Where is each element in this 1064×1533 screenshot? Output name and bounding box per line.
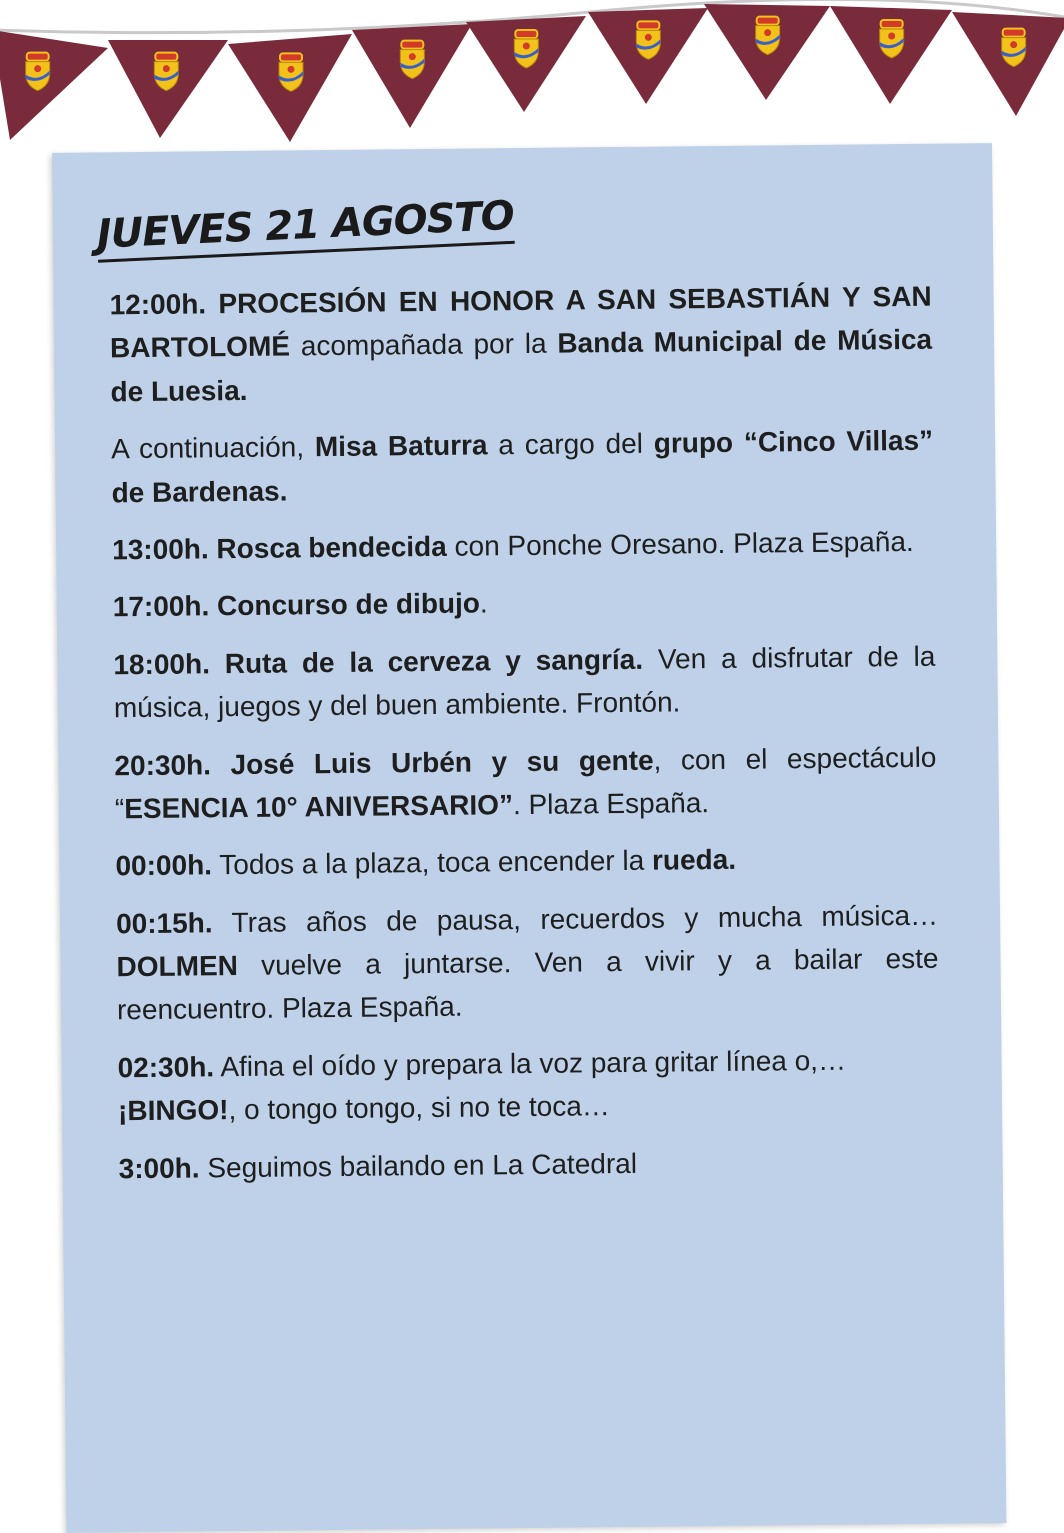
event-item bbox=[113, 577, 935, 629]
event-item bbox=[109, 275, 932, 414]
event-highlight: Misa Baturra bbox=[314, 429, 488, 463]
event-highlight: Ruta de la cerveza y sangría. bbox=[224, 643, 644, 679]
event-text: Ven a disfrutar de la música, juegos y del buen ambiente. Frontón. bbox=[113, 640, 936, 724]
event-text: vuelve a juntarse. Ven a vivir y a bailar este reencuentro. Plaza España. bbox=[116, 942, 939, 1026]
bunting-flag bbox=[108, 40, 228, 138]
bunting-flag bbox=[228, 34, 352, 142]
bunting-flag bbox=[0, 30, 108, 140]
event-item bbox=[111, 419, 934, 514]
program-card bbox=[52, 143, 1006, 1533]
event-text: , con el espectáculo “ bbox=[114, 741, 937, 825]
event-text: , o tongo tongo, si no te toca… bbox=[228, 1090, 611, 1126]
crest-icon bbox=[636, 21, 660, 59]
event-time: 20:30h. bbox=[114, 748, 212, 781]
event-highlight: Banda Municipal de Música de Luesia. bbox=[110, 324, 933, 408]
event-list bbox=[109, 275, 940, 1191]
crest-icon bbox=[1002, 29, 1026, 67]
event-item bbox=[117, 1038, 940, 1133]
event-highlight: Concurso de dibujo bbox=[216, 587, 481, 622]
bunting-flag bbox=[466, 16, 586, 112]
event-text: A continuación, bbox=[110, 431, 316, 465]
event-item bbox=[115, 836, 937, 888]
event-time: 13:00h. bbox=[112, 533, 209, 566]
event-time: 00:15h. bbox=[115, 906, 213, 939]
crest-icon bbox=[279, 53, 303, 91]
event-time: 3:00h. bbox=[118, 1152, 200, 1184]
crest-icon bbox=[756, 17, 780, 55]
event-item bbox=[114, 735, 937, 830]
event-item bbox=[118, 1138, 940, 1190]
bunting-flag bbox=[830, 6, 952, 104]
event-item bbox=[116, 893, 939, 1032]
event-highlight: DOLMEN bbox=[116, 950, 239, 983]
event-highlight: Rosca bendecida bbox=[216, 530, 447, 565]
crest-icon bbox=[154, 53, 178, 91]
bunting-flag bbox=[704, 4, 830, 100]
bunting-banner bbox=[0, 0, 1064, 160]
event-text: . Plaza España. bbox=[512, 786, 710, 821]
event-highlight: rueda. bbox=[651, 844, 737, 876]
event-text: con Ponche Oresano. Plaza España. bbox=[446, 525, 914, 562]
event-item bbox=[112, 520, 934, 572]
crest-icon bbox=[514, 30, 538, 68]
day-title: JUEVES 21 AGOSTO bbox=[96, 193, 515, 263]
event-text: acompañada por la bbox=[289, 328, 558, 362]
bunting-flag bbox=[588, 8, 708, 104]
event-text: Seguimos bailando en La Catedral bbox=[207, 1147, 638, 1183]
crest-icon bbox=[400, 41, 424, 79]
crest-icon bbox=[880, 20, 904, 58]
event-text: a cargo del bbox=[487, 427, 654, 461]
event-text: Todos a la plaza, toca encender la bbox=[219, 844, 653, 881]
event-highlight: grupo “Cinco Villas” de Bardenas. bbox=[111, 424, 934, 508]
program-content bbox=[95, 192, 941, 1205]
event-highlight: José Luis Urbén y su gente bbox=[230, 744, 654, 780]
event-time: 18:00h. bbox=[113, 648, 211, 681]
event-highlight: ESENCIA 10° ANIVERSARIO” bbox=[124, 789, 514, 825]
event-text: Afina el oído y prepara la voz para gritar línea o,… bbox=[220, 1044, 847, 1083]
event-text: Tras años de pausa, recuerdos y mucha música… bbox=[231, 899, 939, 938]
event-highlight: ¡BINGO! bbox=[117, 1094, 229, 1127]
event-highlight: PROCESIÓN EN HONOR A SAN SEBASTIÁN Y SAN BARTOLOMÉ bbox=[109, 280, 932, 364]
bunting-flags bbox=[0, 0, 1064, 160]
event-text: . bbox=[479, 587, 488, 619]
event-time: 17:00h. bbox=[112, 590, 210, 623]
event-time: 02:30h. bbox=[117, 1051, 215, 1084]
crest-icon bbox=[26, 53, 50, 91]
event-item bbox=[113, 634, 936, 729]
bunting-flag bbox=[952, 12, 1064, 116]
bunting-flag bbox=[352, 24, 472, 128]
event-time: 00:00h. bbox=[115, 849, 213, 882]
event-time: 12:00h. bbox=[109, 288, 207, 321]
